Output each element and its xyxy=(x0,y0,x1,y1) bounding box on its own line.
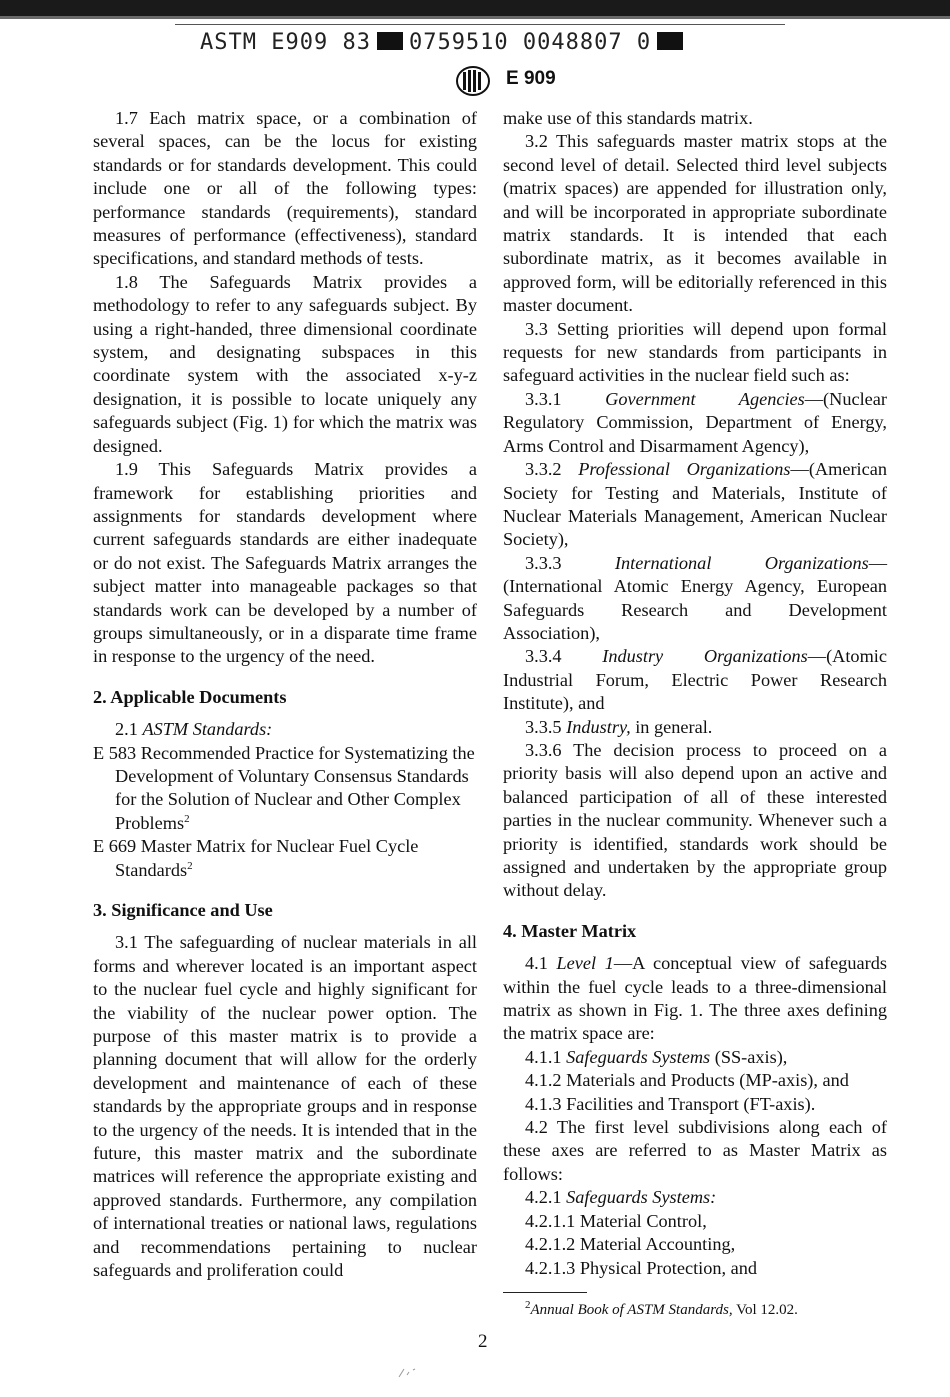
paragraph-4-2-1-number: 4.2.1 xyxy=(525,1187,562,1208)
paragraph-3-3-4-title: Industry Organizations xyxy=(602,646,808,667)
reference-e669-text: E 669 Master Matrix for Nuclear Fuel Cycle Standards xyxy=(93,836,419,880)
document-code-part1: ASTM E909 83 xyxy=(200,30,371,55)
paragraph-4-1-1-text: (SS-axis), xyxy=(710,1046,788,1067)
paragraph-3-3-3 xyxy=(503,552,887,646)
paragraph-3-3-5-title: Industry, xyxy=(566,716,631,737)
paragraph-3-3-1-number: 3.3.1 xyxy=(525,388,562,409)
paragraph-1-8: 1.8 The Safeguards Matrix provides a methodology to refer to any safeguards subject. By using a right-handed, three dimensional coordinate system, and designating subspaces in this coordinate system with the associated x-y-z designation, it is possible to locate uniquely any safeguards subject (Fig. 1) for which the matrix was designed. xyxy=(93,271,477,456)
paragraph-3-1: 3.1 The safeguarding of nuclear materials in all forms and wherever located is an important aspect to the nuclear fuel cycle and highly significant for the viability of the nuclear power option. The purpose of this master matrix is to provide a planning document that will allow for the orderly development and maintenance of each of these standards by the appropriate groups and in response to the urgency of the needs. It is intended that in the future, this master matrix and the subordinate matrices will reference the appropriate existing and approved standards. Furthermore, any compilation of international treaties or national laws, regulations and recommendations pertaining to nuclear safeguards and proliferation could xyxy=(93,932,477,1281)
document-code-part2: 0759510 0048807 0 xyxy=(408,30,652,55)
astm-logo-icon xyxy=(455,66,491,96)
paragraph-4-2-1 xyxy=(503,1186,887,1209)
paragraph-3-3-6: 3.3.6 The decision process to proceed on a priority basis will also depend upon an active and balanced participation of all of these interested parties in the nuclear community. Whenever such a priority is identified, standards work should be assigned and undertaken by the appropriate group without delay. xyxy=(503,739,887,901)
paragraph-3-3-3-number: 3.3.3 xyxy=(525,552,562,573)
reference-e583-text: E 583 Recommended Practice for Systematizing the Development of Voluntary Consensus Standards for the Solution of Nuclear and Other Complex Problems xyxy=(93,742,475,833)
paragraph-1-7: 1.7 Each matrix space, or a combination of several spaces, can be the locus for existing standards or for standards development. This could include one or all of the following types: performance standards (requirements), standard measures of performance (effectiveness), standard specifications, and standard methods of tests. xyxy=(93,108,477,269)
paragraph-2-1-title: ASTM Standards: xyxy=(142,719,273,740)
paragraph-3-3-4 xyxy=(503,645,887,715)
page-number: 2 xyxy=(478,1331,488,1352)
paragraph-4-2: 4.2 The first level subdivisions along each of these axes are referred to as Master Matrix as follows: xyxy=(503,1117,887,1184)
paragraph-4-2-1-2: 4.2.1.2 Material Accounting, xyxy=(525,1234,736,1255)
paragraph-3-3-4-text: —(Atomic Industrial Forum, Electric Power Research Institute), and xyxy=(503,646,887,714)
reference-e583 xyxy=(93,742,477,836)
paragraph-4-1-number: 4.1 xyxy=(525,953,548,974)
paragraph-3-3-2-text: —(American Society for Testing and Materials, Institute of Nuclear Materials Management, American Nuclear Society), xyxy=(503,459,887,550)
paragraph-3-3-5-number: 3.3.5 xyxy=(525,716,562,737)
paragraph-3-3-1-text: —(Nuclear Regulatory Commission, Department of Energy, Arms Control and Disarmament Agency), xyxy=(503,388,887,456)
redaction-block-1 xyxy=(377,32,403,50)
standard-designation: E 909 xyxy=(506,68,556,89)
paragraph-3-3-1-title: Government Agencies xyxy=(605,388,805,409)
paragraph-1-9: 1.9 This Safeguards Matrix provides a framework for establishing priorities and assignments for standards development where current safeguards standards are either inadequate or do not exist. The Safeguards Matrix arranges the subject matter into manageable packages so that standards work can be developed by a number of groups simultaneously, or in a disparate time frame in response to the urgency of the need. xyxy=(93,459,477,667)
paragraph-3-3-5-text: in general. xyxy=(630,716,713,737)
paragraph-4-1-1 xyxy=(503,1046,887,1069)
paragraph-4-2-1-title: Safeguards Systems: xyxy=(566,1187,717,1208)
reference-e583-footnote-mark: 2 xyxy=(184,812,190,825)
right-column xyxy=(503,107,887,1320)
paragraph-4-1-2: 4.1.2 Materials and Products (MP-axis), and xyxy=(525,1070,849,1091)
scan-top-border-edge xyxy=(0,16,950,19)
paragraph-3-3-3-text: —(International Atomic Energy Agency, European Safeguards Research and Development Association), xyxy=(503,552,887,643)
paragraph-4-2-1-1: 4.2.1.1 Material Control, xyxy=(525,1210,707,1231)
section-4-heading: 4. Master Matrix xyxy=(503,920,637,941)
paragraph-4-1 xyxy=(503,952,887,1046)
paragraph-4-1-1-number: 4.1.1 xyxy=(525,1046,562,1067)
paragraph-3-3-2-title: Professional Organizations xyxy=(578,459,791,480)
paragraph-3-1-continued: make use of this standards matrix. xyxy=(503,108,753,128)
paragraph-3-2: 3.2 This safeguards master matrix stops at the second level of detail. Selected third level subjects (matrix spaces) are appended for illustration only, and will be incorporated in appropriate subordinate matrix standards. It is intended that each subordinate matrix, as it becomes available in approved form, will be editorially referenced in this master document. xyxy=(503,131,887,316)
paragraph-3-3-4-number: 3.3.4 xyxy=(525,646,562,667)
paragraph-3-3-1 xyxy=(503,388,887,458)
paragraph-4-1-text: —A conceptual view of safeguards within the fuel cycle leads to a three-dimensional matrix as shown in Fig. 1. The three axes defining the matrix space are: xyxy=(503,953,887,1044)
paragraph-4-2-1-3: 4.2.1.3 Physical Protection, and xyxy=(525,1257,758,1278)
footnote-title: Annual Book of ASTM Standards, xyxy=(530,1301,733,1318)
footnote-rule xyxy=(503,1292,587,1293)
paragraph-3-3-2 xyxy=(503,458,887,552)
paragraph-2-1-number: 2.1 xyxy=(115,719,138,740)
section-3-heading: 3. Significance and Use xyxy=(93,900,273,920)
footnote-mark: 2 xyxy=(525,1298,531,1311)
document-code-line xyxy=(200,30,800,55)
reference-e669-footnote-mark: 2 xyxy=(187,859,193,872)
paragraph-3-3: 3.3 Setting priorities will depend upon formal requests for new standards from participants in safeguard activities in the nuclear field such as: xyxy=(503,318,887,386)
redaction-block-2 xyxy=(657,32,683,50)
section-2-heading: 2. Applicable Documents xyxy=(93,686,287,707)
reference-e669 xyxy=(93,835,477,882)
paragraph-2-1 xyxy=(93,718,477,741)
header-rule xyxy=(175,24,785,25)
paragraph-4-1-3: 4.1.3 Facilities and Transport (FT-axis). xyxy=(525,1093,816,1114)
paragraph-4-1-1-title: Safeguards Systems xyxy=(566,1046,711,1067)
scan-top-border xyxy=(0,0,950,16)
left-column xyxy=(93,107,477,1283)
footnote-2 xyxy=(503,1298,887,1320)
scan-artifact xyxy=(395,1365,425,1379)
footnote-text: Vol 12.02. xyxy=(732,1301,798,1318)
paragraph-3-3-5 xyxy=(503,716,887,739)
paragraph-4-1-title: Level 1 xyxy=(556,953,614,974)
paragraph-3-3-3-title: International Organizations xyxy=(614,552,869,573)
paragraph-3-3-2-number: 3.3.2 xyxy=(525,459,562,480)
